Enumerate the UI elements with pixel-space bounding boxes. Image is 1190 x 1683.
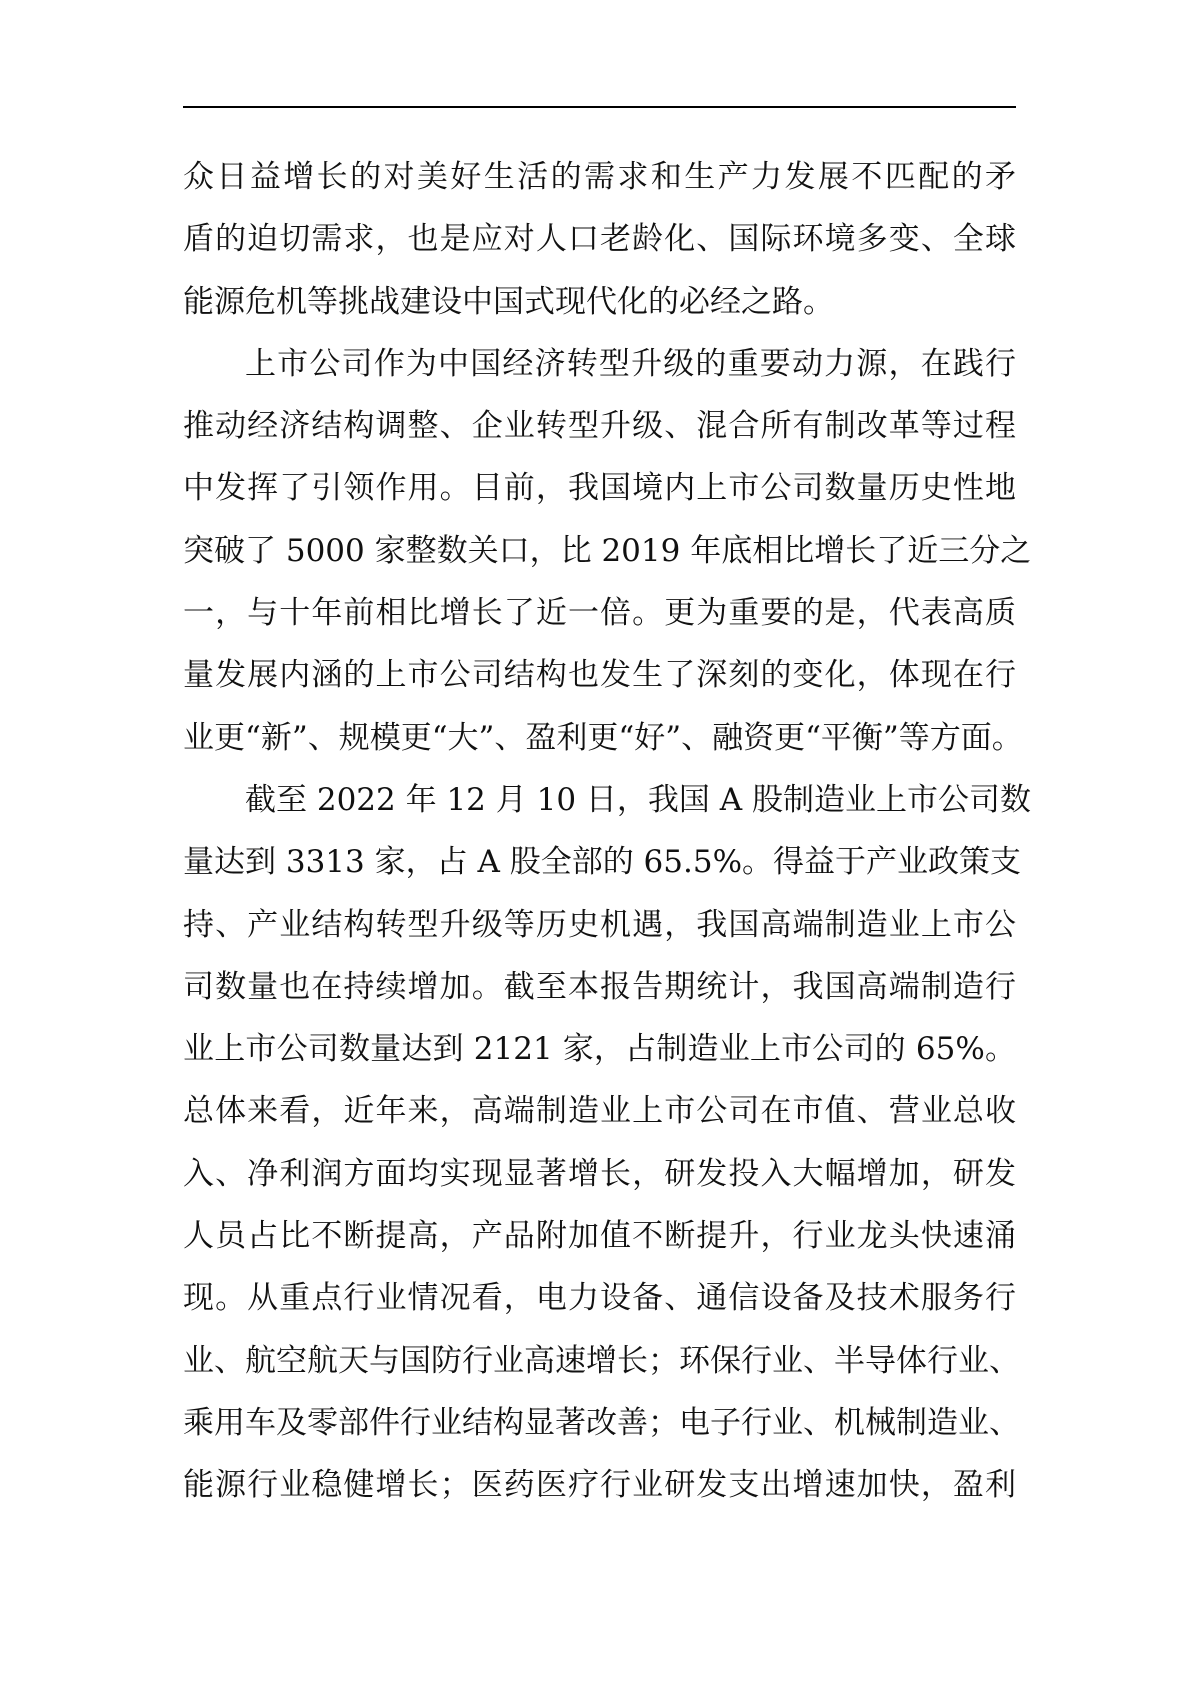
- text-line: 推动经济结构调整、企业转型升级、混合所有制改革等过程: [183, 408, 1016, 445]
- text-line: 截至 2022 年 12 月 10 日，我国 A 股制造业上市公司数: [245, 781, 1032, 818]
- text-line: 人员占比不断提高，产品附加值不断提升，行业龙头快速涌: [183, 1218, 1016, 1255]
- text-line: 众日益增长的对美好生活的需求和生产力发展不匹配的矛: [183, 159, 1016, 195]
- text-line: 持、产业结构转型升级等历史机遇，我国高端制造业上市公: [183, 906, 1016, 943]
- text-line: 中发挥了引领作用。目前，我国境内上市公司数量历史性地: [183, 470, 1016, 507]
- text-line: 突破了 5000 家整数关口，比 2019 年底相比增长了近三分之: [183, 532, 1032, 569]
- body-text: [183, 146, 1032, 1517]
- text-line: 业上市公司数量达到 2121 家，占制造业上市公司的 65%。: [183, 1031, 1016, 1068]
- text-line: 量达到 3313 家，占 A 股全部的 65.5%。得益于产业政策支: [183, 844, 1022, 881]
- text-line: 司数量也在持续增加。截至本报告期统计，我国高端制造行: [183, 968, 1016, 1005]
- text-line: 能源危机等挑战建设中国式现代化的必经之路。: [183, 283, 834, 320]
- text-line: 能源行业稳健增长；医药医疗行业研发支出增速加快，盈利: [183, 1467, 1016, 1504]
- text-line: 总体来看，近年来，高端制造业上市公司在市值、营业总收: [183, 1093, 1016, 1130]
- text-line: 业更“新”、规模更“大”、盈利更“好”、融资更“平衡”等方面。: [183, 719, 1023, 756]
- text-line: 盾的迫切需求，也是应对人口老龄化、国际环境多变、全球: [183, 221, 1016, 258]
- header-rule: [183, 106, 1016, 108]
- text-line: 上市公司作为中国经济转型升级的重要动力源，在践行: [245, 345, 1016, 382]
- text-line: 现。从重点行业情况看，电力设备、通信设备及技术服务行: [183, 1280, 1016, 1317]
- text-line: 一，与十年前相比增长了近一倍。更为重要的是，代表高质: [183, 595, 1016, 632]
- text-line: 量发展内涵的上市公司结构也发生了深刻的变化，体现在行: [183, 657, 1016, 694]
- text-line: 入、净利润方面均实现显著增长，研发投入大幅增加，研发: [183, 1155, 1016, 1192]
- text-line: 业、航空航天与国防行业高速增长；环保行业、半导体行业、: [183, 1342, 1020, 1379]
- text-line: 乘用车及零部件行业结构显著改善；电子行业、机械制造业、: [183, 1404, 1020, 1441]
